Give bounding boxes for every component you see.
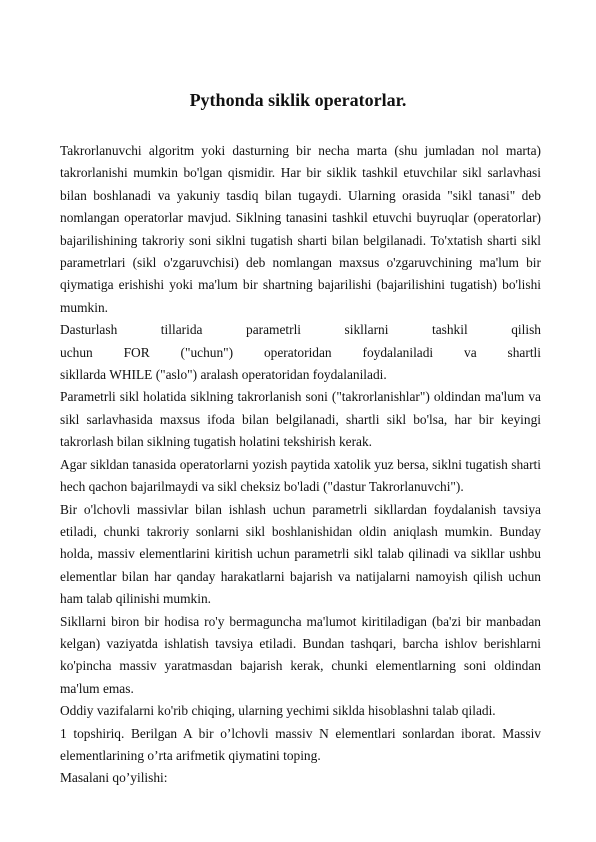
paragraph-parametric-loop: Parametrli sikl holatida siklning takrorlanish soni ("takrorlanishlar") oldindan ma'lum va sikl sarlavhasida maxsus ifoda bilan belgilanadi, shartli sikl bo'lsa, har bir keyingi takrorlash bilan siklning tugatish holatini tekshirish kerak. <box>60 389 541 450</box>
paragraph-loop-types-line-3: sikllarda WHILE ("aslo") aralash operatoridan foydalaniladi. <box>60 367 387 383</box>
document-body <box>60 140 541 790</box>
paragraph-infinite-loop: Agar sikldan tanasida operatorlarni yozish paytida xatolik yuz bersa, siklni tugatish sharti hech qachon bajarilmaydi va sikl cheksiz bo'ladi ("dastur Takrorlanuvchi"). <box>60 456 541 495</box>
paragraph-conditional-loops: Sikllarni biron bir hodisa ro'y bermaguncha ma'lumot kiritiladigan (ba'zi bir manbadan kelgan) vaziyatda ishlatish tavsiya etiladi. Bundan tashqari, barcha ishlov berishlarni ko'pincha massiv yaratmasdan bajarish kerak, chunki elementlarning soni oldindan ma'lum emas. <box>60 613 541 696</box>
paragraph-loop-types-line-2: uchun FOR ("uchun") operatoridan foydalaniladi va shartli <box>60 344 541 360</box>
document-title: Pythonda siklik operatorlar. <box>189 90 407 110</box>
paragraph-task-1: 1 topshiriq. Berilgan A bir o’lchovli massiv N elementlari sonlardan iborat. Massiv elementlarining o’rta arifmetik qiymatini toping. <box>60 725 541 763</box>
paragraph-arrays: Bir o'lchovli massivlar bilan ishlash uchun parametrli sikllardan foydalanish tavsiya etiladi, chunki takroriy sonlarni sikl boshlanishidan oldin aniqlash mumkin. Bunday holda, massiv elementlarini kiritish uchun parametrli sikl talab qilinadi va sikllar ushbu elementlar bilan har qanday harakatlarni bajarish va natijalarni namoyish qilish uchun ham talab qilinishi mumkin. <box>60 501 541 607</box>
paragraph-loop-types-line-1: Dasturlash tillarida parametrli sikllarni tashkil qilish <box>60 322 541 338</box>
paragraph-simple-tasks: Oddiy vazifalarni ko'rib chiqing, ularning yechimi siklda hisoblashni talab qiladi. <box>60 703 496 719</box>
paragraph-problem-statement: Masalani qo’yilishi: <box>60 770 168 786</box>
paragraph-loop-definition: Takrorlanuvchi algoritm yoki dasturning bir necha marta (shu jumladan nol marta) takrorlanishi mumkin bo'lgan qismidir. Har bir siklik tashkil etuvchilar sikl sarlavhasi bilan boshlanadi va yakuniy tasdiq bilan tugaydi. Ularning orasida "sikl tanasi" deb nomlangan operatorlar mavjud. Siklning tanasini tashkil etuvchi buyruqlar (operatorlar) bajarilishining takroriy soni siklni tugatish sharti bilan belgilanadi. To'xtatish sharti sikl parametrlari (sikl o'zgaruvchisi) deb nomlangan maxsus o'zgaruvchining ma'lum bir qiymatiga erishishi yoki ma'lum bir shartning bajarilishi (bajarilishini tugatish) bo'lishi mumkin. <box>60 143 541 315</box>
